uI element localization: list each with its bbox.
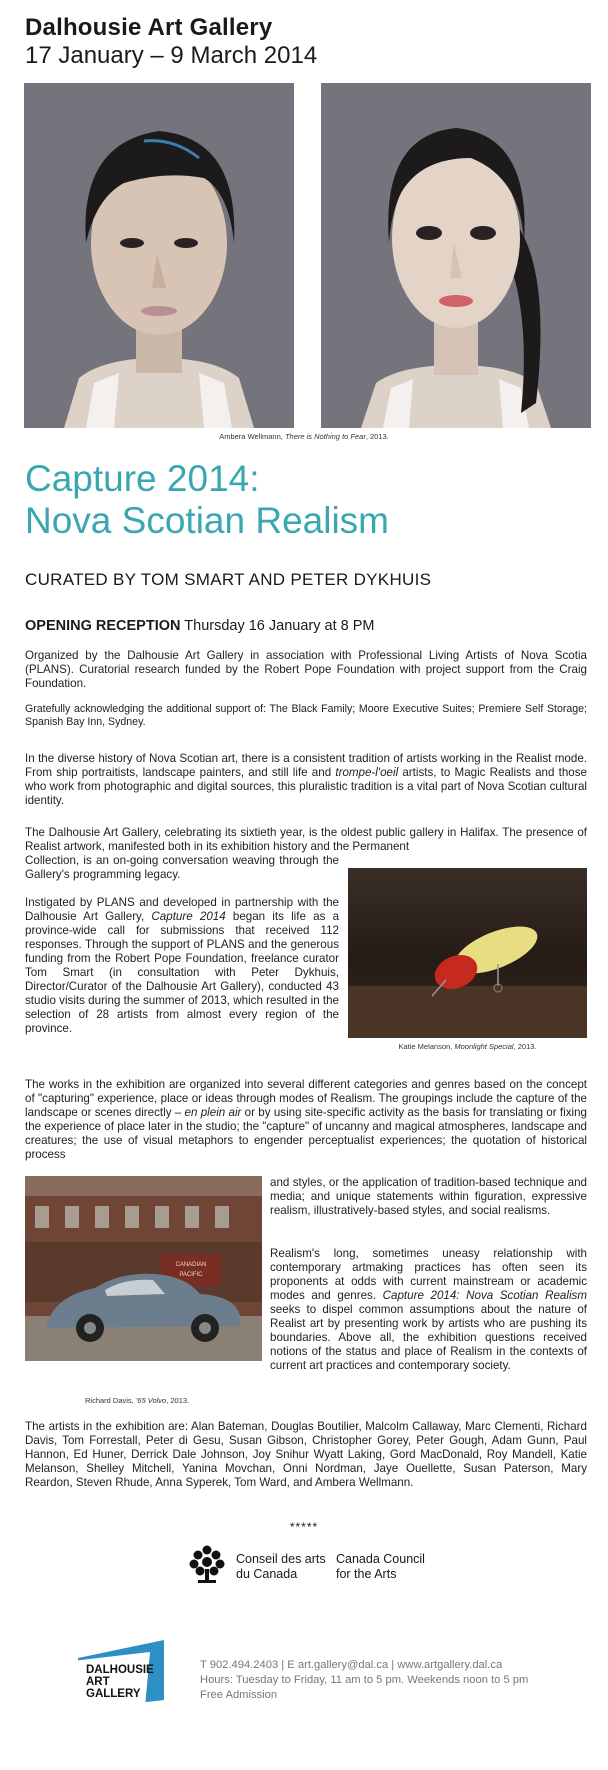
hours-line: Hours: Tuesday to Friday, 11 am to 5 pm. Weekends noon to 5 pm <box>200 1674 529 1686</box>
paragraph-acknowledge: Gratefully acknowledging the additional support of: The Black Family; Moore Executive Suites; Premiere Self Storage; Spanish Bay Inn, Sydney. <box>25 703 587 728</box>
paragraph-works-a <box>25 1078 587 1162</box>
text-part: Realism's long, sometimes uneasy relationship with contemporary artmaking practices has often seen its proponents at odds with current mainstream or academic modes and genres. <box>270 1247 587 1302</box>
cc-fr-line: du Canada <box>236 1567 298 1581</box>
title-line-1: Capture 2014: <box>25 458 260 499</box>
canada-council-english <box>336 1552 425 1582</box>
lure-image <box>348 868 587 1038</box>
paragraph-sixtieth-b: Collection, is an on-going conversation weaving through the Gallery's programming legacy. <box>25 854 339 881</box>
paragraph-instigated <box>25 896 339 1036</box>
dag-line: ART <box>86 1676 110 1688</box>
sign-text-1: CANADIAN <box>175 1262 207 1268</box>
opening-reception <box>25 617 374 635</box>
cc-en-line: for the Arts <box>336 1567 397 1581</box>
section-divider-stars: ***** <box>289 1520 319 1534</box>
text-part: artists, to Magic Realists and those who work from photographic and digital sources, this pluralistic tradition is a vital part of Nova Scotian cultural identity. <box>25 766 587 807</box>
caption-year: , 2013. <box>166 1396 190 1405</box>
portrait-image-right <box>321 83 591 428</box>
portrait-image-left <box>24 83 294 428</box>
caption-title: Moonlight Special <box>454 1042 514 1051</box>
paragraph-artists: The artists in the exhibition are: Alan Bateman, Douglas Boutilier, Malcolm Callaway, Marc Clementi, Richard Davis, Tom Forrestall, Peter di Gesu, Susan Gibson, Christopher Gorey, Peter Gough, Adam Gunn, Paul Hannon, Ed Huner, Derrick Dale Johnson, Joy Snihur Wyatt Laking, Gord MacDonald, Roy Mandell, Katie Melanson, Shelley Mitchell, Yanina Movchan, Onni Nordman, Jaye Ouellette, Susan Paterson, Mary Reardon, Steven Rhude, Anna Syperek, Tom Ward, and Ambera Wellmann. <box>25 1420 587 1489</box>
paragraph-diverse <box>25 752 587 808</box>
sign-text-2: PACIFIC <box>179 1272 203 1278</box>
paragraph-realism <box>270 1247 587 1373</box>
cc-fr-line: Conseil des arts <box>236 1552 326 1566</box>
text-part: The works in the exhibition are organized into several different categories and genres based on the concept of "capturing" experience, place or ideas through modes of Realism. The groupings include the capture of the landscape or scenes directly – <box>25 1078 587 1119</box>
opening-label: OPENING RECEPTION <box>25 618 181 634</box>
caption-title: '65 Volvo <box>135 1396 167 1405</box>
portrait-caption <box>0 432 608 441</box>
exhibition-dates: 17 January – 9 March 2014 <box>25 42 318 69</box>
text-emphasis: Capture 2014: Nova Scotian Realism <box>382 1289 587 1302</box>
text-emphasis: trompe-l'oeil <box>335 766 399 779</box>
dag-line: GALLERY <box>86 1688 141 1700</box>
text-part: In the diverse history of Nova Scotian art, there is a consistent tradition of artists working in the Realist mode. From ship portraitists, landscape painters, and still life and <box>25 752 587 779</box>
text-part: began its life as a province-wide call for submissions that received 112 responses. Through the support of PLANS and the generous funding from the Robert Pope Foundation, freelance curator Tom Smart (in consultation with Peter Dykhuis, Director/Curator of the Dalhousie Art Gallery), conducted 43 studio visits during the summer of 2013, which resulted in the selection of 28 artists from almost every region of the province. <box>25 910 340 1035</box>
contact-line: T 902.494.2403 | E art.gallery@dal.ca | www.artgallery.dal.ca <box>200 1659 503 1671</box>
caption-artist: Richard Davis, <box>85 1396 136 1405</box>
caption-artist: Ambera Wellmann, <box>219 432 285 441</box>
volvo-image <box>25 1176 262 1361</box>
cc-en-line: Canada Council <box>336 1552 425 1566</box>
text-part: seeks to dispel common assumptions about the nature of Realist art by presenting work by artists who are pushing its boundaries. Above all, the exhibition questions received notions of the status and place of Realism in the contexts of current art practices and contemporary society. <box>270 1303 587 1372</box>
gallery-name: Dalhousie Art Gallery <box>25 14 273 41</box>
canada-council-logo-icon <box>188 1543 226 1587</box>
volvo-caption <box>25 1396 262 1405</box>
paragraph-sixtieth-a: The Dalhousie Art Gallery, celebrating its sixtieth year, is the oldest public gallery in Halifax. The presence of Realist artwork, manifested both in its exhibition history and the Permanent <box>25 826 587 853</box>
paragraph-organized: Organized by the Dalhousie Art Gallery in association with Professional Living Artists of Nova Scotia (PLANS). Curatorial research funded by the Robert Pope Foundation with project support from the Craig Foundation. <box>25 649 587 690</box>
caption-title: There is Nothing to Fear <box>284 432 366 441</box>
opening-details: Thursday 16 January at 8 PM <box>180 618 375 634</box>
text-emphasis: Capture 2014 <box>151 910 226 923</box>
text-part: or by using site-specific activity as the basis for translating or fixing the experience of place later in the studio; the "capture" of uncanny and magical atmospheres, landscape and creatures; the use of visual metaphors to engender perceptualist experiences; the quotation of historical process <box>25 1106 587 1161</box>
text-part: Instigated by PLANS and developed in partnership with the Dalhousie Art Gallery, <box>25 896 339 923</box>
caption-artist: Katie Melanson, <box>398 1042 455 1051</box>
admission-line: Free Admission <box>200 1689 278 1701</box>
caption-year: , 2013. <box>513 1042 537 1051</box>
caption-year: , 2013. <box>365 432 389 441</box>
canada-council-french <box>236 1552 326 1582</box>
dag-line: DALHOUSIE <box>86 1664 154 1676</box>
text-emphasis: en plein air <box>184 1106 242 1119</box>
exhibition-title <box>25 458 389 542</box>
title-line-2: Nova Scotian Realism <box>25 500 389 541</box>
paragraph-works-b: and styles, or the application of tradition-based technique and media; and unique statements within figuration, expressive realism, illustratively-based styles, and social realisms. <box>270 1176 587 1217</box>
dalhousie-logo-text <box>86 1664 154 1700</box>
curated-by: CURATED BY TOM SMART AND PETER DYKHUIS <box>25 570 432 589</box>
contact-info <box>200 1658 528 1703</box>
lure-caption <box>348 1042 587 1051</box>
